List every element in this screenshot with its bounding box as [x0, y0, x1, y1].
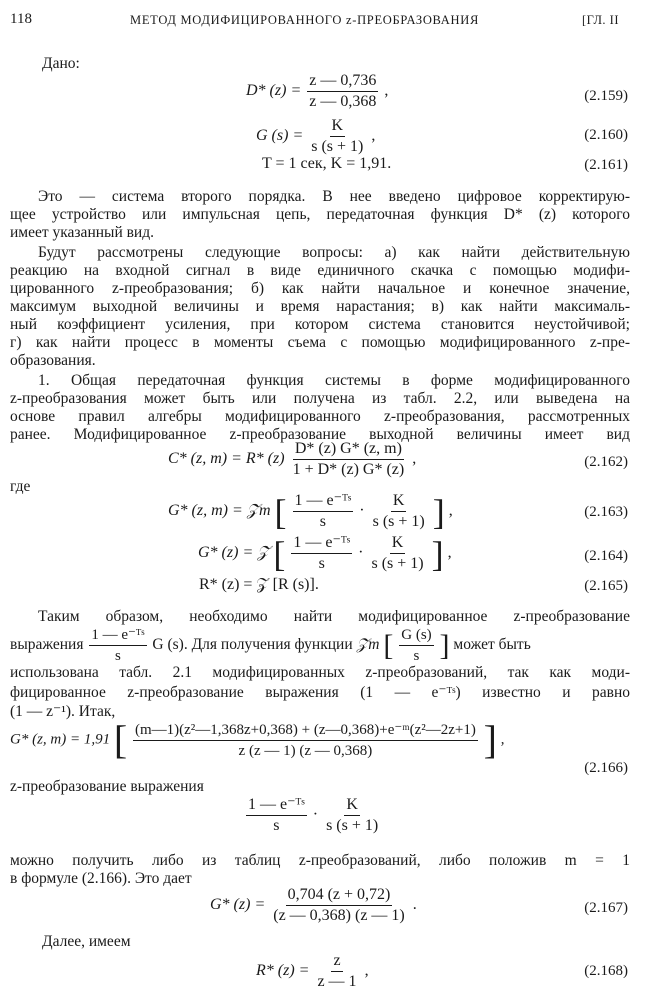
- left-bracket: [: [273, 533, 286, 574]
- fraction: [315, 952, 358, 991]
- text-segment: G (s). Для получения функции: [152, 636, 353, 654]
- equation-tail: ,: [448, 502, 453, 520]
- fraction-numerator: 1 — e⁻ᵀˢ: [293, 492, 354, 512]
- equation-number: (2.160): [584, 127, 628, 143]
- left-bracket: [: [383, 628, 394, 662]
- paragraph-line: фицированное z-преобразование выражения (1 — e⁻ᵀˢ) известно и равно: [10, 684, 630, 701]
- fraction: [291, 534, 352, 573]
- equation-tail: ,: [447, 544, 452, 562]
- fraction-numerator: 1 — e⁻ᵀˢ: [291, 534, 352, 554]
- paragraph-line: использована табл. 2.1 модифицированных z-преобразований, так как моди-: [10, 664, 630, 681]
- chapter-label: [ГЛ. II: [582, 13, 620, 27]
- fraction: [246, 796, 307, 835]
- equation-2-161: T = 1 сек, K = 1,91.: [262, 155, 392, 172]
- fraction-denominator: z — 0,368: [309, 93, 377, 110]
- fraction-numerator: K: [390, 534, 406, 554]
- fraction-numerator: (m—1)(z²—1,368z+0,368) + (z—0,368)+e⁻ᵐ(z²—2z+1): [133, 721, 478, 741]
- fraction-denominator: z (z — 1) (z — 0,368): [238, 742, 373, 759]
- left-bracket: [: [274, 491, 287, 532]
- equation-number: (2.162): [584, 454, 628, 470]
- paragraph-line: образования.: [10, 352, 96, 369]
- dot-operator: ·: [359, 502, 365, 520]
- fraction-denominator: s: [115, 648, 121, 664]
- fraction-numerator: 1 — e⁻ᵀˢ: [246, 796, 307, 816]
- paragraph-line-inline-math: [10, 626, 531, 665]
- equation-lhs: G (s) =: [256, 127, 304, 145]
- left-bracket: [: [113, 717, 128, 762]
- paragraph-line: имеет указанный вид.: [10, 224, 154, 241]
- given-label: Дано:: [42, 55, 80, 72]
- paragraph-line: в формуле (2.166). Это дает: [10, 870, 192, 887]
- fraction: [293, 492, 354, 531]
- paragraph-line: можно получить либо из таблиц z-преобразований, либо положив m = 1: [10, 852, 630, 869]
- paragraph-line: цированного z-преобразования; б) как найти начальное и конечное значение,: [10, 280, 630, 297]
- equation-lhs: G* (z) =: [210, 896, 266, 914]
- z-transform-symbol: 𝒵m: [356, 636, 380, 654]
- text-segment: выражения: [10, 636, 84, 654]
- fraction: [370, 534, 426, 573]
- equation-2-168: [256, 952, 369, 991]
- fraction-numerator: 1 — e⁻ᵀˢ: [89, 626, 146, 646]
- right-bracket: ]: [483, 717, 497, 762]
- paragraph-line: Далее, имеем: [42, 933, 131, 950]
- paragraph-line: максимум выходной величины и время нарастания; в) как найти максималь-: [10, 298, 630, 315]
- fraction-numerator: G (s): [399, 626, 433, 646]
- expression-display: [244, 796, 382, 835]
- fraction: [324, 796, 380, 835]
- fraction-denominator: s: [273, 817, 280, 834]
- equation-2-164: [198, 534, 452, 573]
- dot-operator: ·: [358, 544, 364, 562]
- fraction-denominator: s (s + 1): [371, 555, 424, 572]
- equation-number: (2.161): [584, 157, 628, 173]
- fraction-denominator: (z — 0,368) (z — 1): [273, 907, 405, 924]
- paragraph-line: г) как найти процесс в моменты съема с помощью модифицированного z-пре-: [10, 334, 630, 351]
- text-segment: может быть: [453, 636, 531, 654]
- inline-fraction: [89, 626, 146, 665]
- paragraph-line: Таким образом, необходимо найти модифицированное z-преобразование: [38, 608, 630, 625]
- equation-tail: ,: [500, 731, 505, 748]
- equation-tail: .: [412, 896, 417, 914]
- paragraph-line: z-преобразования может быть или получена из табл. 2.2, или выведена на: [10, 390, 630, 407]
- inline-fraction: [399, 626, 433, 665]
- equation-tail: ,: [364, 962, 369, 980]
- fraction-denominator: z — 1: [317, 973, 357, 990]
- equation-number: (2.165): [584, 578, 628, 594]
- fraction: [271, 886, 407, 925]
- equation-lhs: C* (z, m) = R* (z): [168, 450, 285, 468]
- paragraph-line: основе правил алгебры модифицированного z-преобразования, рассмотренных: [10, 408, 630, 425]
- equation-number: (2.159): [584, 88, 628, 104]
- equation-lhs: G* (z, m) = 𝒵m: [168, 502, 271, 520]
- equation-tail: ,: [412, 450, 417, 468]
- fraction-denominator: 1 + D* (z) G* (z): [292, 461, 405, 478]
- equation-tail: ,: [384, 82, 389, 100]
- fraction-numerator: K: [330, 117, 346, 137]
- paragraph-line: Это — система второго порядка. В нее введено цифровое корректирую-: [38, 188, 630, 205]
- fraction-denominator: s (s + 1): [372, 513, 425, 530]
- equation-2-167: [210, 886, 417, 925]
- equation-number: (2.166): [584, 760, 628, 776]
- fraction-numerator: z — 0,736: [307, 72, 378, 92]
- fraction-numerator: z: [331, 952, 342, 972]
- paragraph-line: Будут рассмотрены следующие вопросы: а) как найти действительную: [38, 244, 630, 261]
- equation-2-163: [168, 492, 453, 531]
- right-bracket: ]: [432, 491, 445, 532]
- paragraph-line: 1. Общая передаточная функция системы в форме модифицированного: [38, 372, 630, 389]
- fraction-numerator: D* (z) G* (z, m): [293, 440, 404, 460]
- equation-2-162: [168, 440, 416, 479]
- paragraph-line: z-преобразование выражения: [10, 778, 204, 795]
- fraction: [371, 492, 427, 531]
- equation-2-165: R* (z) = 𝒵 [R (s)].: [199, 576, 319, 593]
- equation-number: (2.168): [584, 963, 628, 979]
- equation-tail: ,: [371, 127, 376, 145]
- fraction-numerator: K: [344, 796, 360, 816]
- equation-number: (2.164): [584, 548, 628, 564]
- equation-2-166: [10, 717, 505, 762]
- paragraph-line: ранее. Модифицированное z-преобразование выходной величины имеет вид: [10, 426, 630, 443]
- equation-lhs: G* (z, m) = 1,91: [10, 731, 111, 748]
- fraction-denominator: s (s + 1): [311, 138, 364, 155]
- equation-number: (2.163): [584, 504, 628, 520]
- fraction: [309, 117, 365, 156]
- equation-2-160: [256, 117, 375, 156]
- fraction-numerator: K: [391, 492, 407, 512]
- fraction: [307, 72, 378, 111]
- equation-lhs: G* (z) = 𝒵: [198, 544, 270, 562]
- fraction: [291, 440, 407, 479]
- dot-operator: ·: [312, 806, 319, 824]
- equation-2-159: [246, 72, 388, 111]
- equation-number: (2.167): [584, 900, 628, 916]
- paragraph-line: (1 — z⁻¹). Итак,: [10, 703, 116, 720]
- fraction-denominator: s: [318, 555, 325, 572]
- paragraph-line: щее устройство или импульсная цепь, передаточная функция D* (z) которого: [10, 206, 630, 223]
- equation-lhs: D* (z) =: [246, 82, 302, 100]
- where-label: где: [10, 478, 31, 495]
- fraction-numerator: 0,704 (z + 0,72): [286, 886, 393, 906]
- right-bracket: ]: [439, 628, 450, 662]
- paragraph-line: реакцию на входной сигнал в виде единичного скачка с помощью модифи-: [10, 262, 630, 279]
- paragraph-line: ный коэффициент усиления, при котором система становится неустойчивой;: [10, 316, 630, 333]
- page-number: 118: [10, 11, 32, 27]
- right-bracket: ]: [431, 533, 444, 574]
- fraction-denominator: s: [319, 513, 327, 530]
- running-title: МЕТОД МОДИФИЦИРОВАННОГО z-ПРЕОБРАЗОВАНИЯ: [130, 13, 480, 27]
- fraction-denominator: s (s + 1): [326, 817, 379, 834]
- equation-lhs: R* (z) =: [256, 962, 310, 980]
- fraction-denominator: s: [413, 648, 420, 664]
- fraction: [133, 721, 478, 760]
